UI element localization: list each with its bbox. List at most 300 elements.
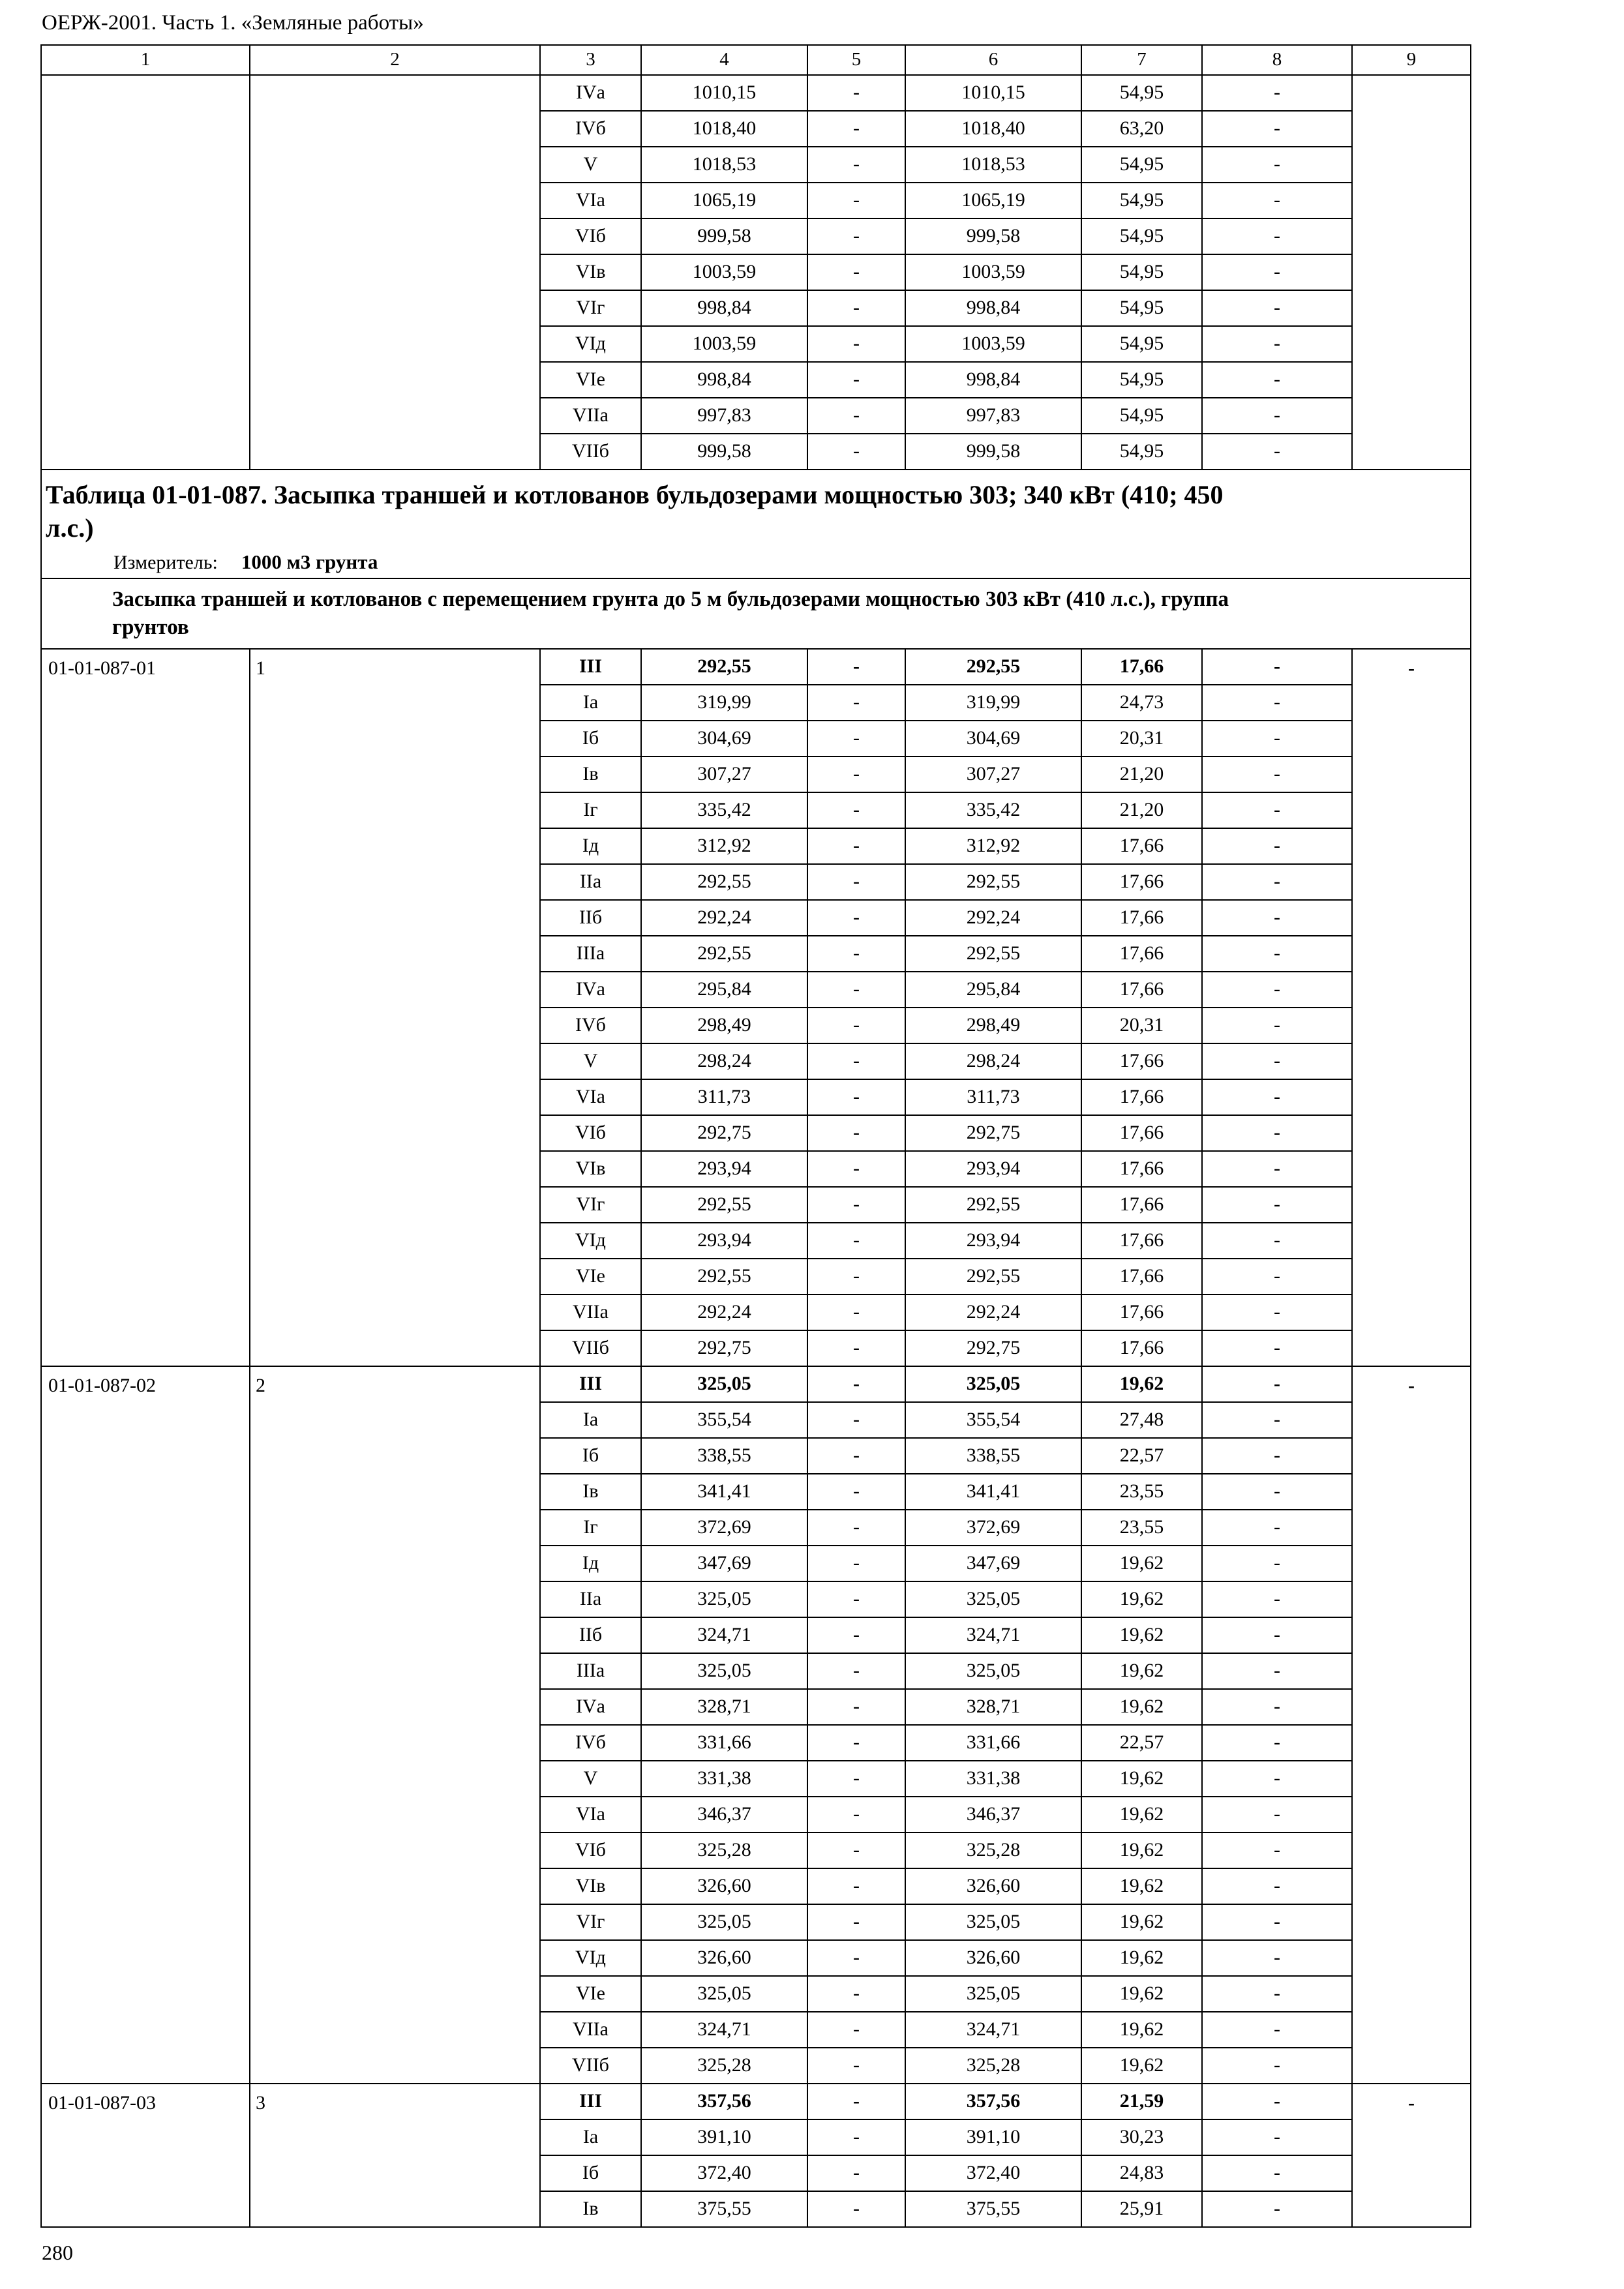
data-cell: - (807, 1689, 905, 1725)
data-cell: 325,05 (905, 1904, 1081, 1940)
data-cell: VIб (540, 1833, 641, 1868)
code-cell (41, 75, 250, 470)
data-cell: 341,41 (641, 1474, 807, 1510)
data-cell: Iа (540, 1402, 641, 1438)
data-cell: 19,62 (1081, 1617, 1202, 1653)
data-cell: 304,69 (905, 721, 1081, 756)
data-cell: 19,62 (1081, 1797, 1202, 1833)
data-cell: 292,55 (641, 864, 807, 900)
data-cell: - (1202, 2012, 1352, 2048)
data-cell: 338,55 (641, 1438, 807, 1474)
data-cell: - (807, 936, 905, 972)
data-cell: 312,92 (641, 828, 807, 864)
measurer-cell (41, 547, 1471, 578)
data-cell: 304,69 (641, 721, 807, 756)
data-cell: - (1202, 1797, 1352, 1833)
data-cell: - (807, 2012, 905, 2048)
data-cell: IVб (540, 1725, 641, 1761)
data-cell: 24,73 (1081, 685, 1202, 721)
data-cell: III (540, 2084, 641, 2119)
data-cell: 27,48 (1081, 1402, 1202, 1438)
data-cell: - (1202, 111, 1352, 147)
data-cell: - (807, 721, 905, 756)
data-cell: 21,20 (1081, 756, 1202, 792)
table-title-row (41, 470, 1471, 547)
data-cell: 372,69 (641, 1510, 807, 1546)
data-cell: 24,83 (1081, 2155, 1202, 2191)
data-cell: - (807, 111, 905, 147)
data-cell: - (807, 362, 905, 398)
data-cell: - (1202, 1474, 1352, 1510)
data-cell: - (807, 75, 905, 111)
data-cell: - (807, 649, 905, 685)
data-cell: 325,05 (641, 1976, 807, 2012)
table-title-cell (41, 470, 1471, 547)
data-cell: - (807, 1725, 905, 1761)
data-cell: VIе (540, 362, 641, 398)
data-cell: - (807, 1653, 905, 1689)
data-cell: 998,84 (641, 362, 807, 398)
data-cell: - (807, 1546, 905, 1581)
data-cell: 19,62 (1081, 1868, 1202, 1904)
data-cell: 1003,59 (905, 254, 1081, 290)
data-cell: - (1202, 1330, 1352, 1366)
data-cell: 292,24 (905, 1294, 1081, 1330)
data-cell: - (1202, 2191, 1352, 2227)
data-cell: - (807, 290, 905, 326)
code-cell: 01-01-087-03 (41, 2084, 250, 2227)
data-cell: - (807, 1223, 905, 1259)
data-cell: 999,58 (905, 218, 1081, 254)
data-cell: - (807, 434, 905, 470)
data-cell: IIб (540, 900, 641, 936)
data-cell: Iг (540, 792, 641, 828)
data-cell: 17,66 (1081, 1330, 1202, 1366)
data-cell: - (807, 864, 905, 900)
column-header-row (41, 45, 1471, 75)
data-cell: 293,94 (641, 1223, 807, 1259)
data-cell: Iб (540, 1438, 641, 1474)
data-cell: VIа (540, 1797, 641, 1833)
data-cell: 319,99 (641, 685, 807, 721)
data-cell: - (1202, 290, 1352, 326)
data-cell: VIг (540, 1904, 641, 1940)
data-cell: IVа (540, 75, 641, 111)
data-cell: 292,75 (641, 1330, 807, 1366)
rate-group-01-01-087-01 (41, 649, 1471, 1366)
data-cell: 311,73 (905, 1079, 1081, 1115)
col9-cell (1352, 75, 1471, 470)
data-cell: 325,05 (905, 1653, 1081, 1689)
data-cell: - (1202, 1904, 1352, 1940)
data-cell: 292,55 (905, 1259, 1081, 1294)
data-cell: 375,55 (905, 2191, 1081, 2227)
data-cell: - (1202, 2119, 1352, 2155)
data-cell: 54,95 (1081, 183, 1202, 218)
data-cell: - (1202, 147, 1352, 183)
data-cell: 54,95 (1081, 75, 1202, 111)
data-cell: 1018,53 (905, 147, 1081, 183)
data-cell: 999,58 (905, 434, 1081, 470)
data-cell: 331,38 (641, 1761, 807, 1797)
data-cell: 22,57 (1081, 1725, 1202, 1761)
data-cell: 17,66 (1081, 900, 1202, 936)
data-cell: IIIа (540, 936, 641, 972)
data-cell: 331,66 (641, 1725, 807, 1761)
data-cell: VIб (540, 218, 641, 254)
data-cell: VIг (540, 290, 641, 326)
data-cell: 17,66 (1081, 1115, 1202, 1151)
data-cell: 54,95 (1081, 290, 1202, 326)
data-cell: 293,94 (641, 1151, 807, 1187)
data-cell: 312,92 (905, 828, 1081, 864)
data-cell: - (1202, 756, 1352, 792)
data-cell: - (1202, 828, 1352, 864)
data-cell: VIд (540, 326, 641, 362)
data-cell: 391,10 (905, 2119, 1081, 2155)
data-cell: Iв (540, 1474, 641, 1510)
data-cell: - (807, 1904, 905, 1940)
data-cell: VIIа (540, 398, 641, 434)
data-cell: 1065,19 (641, 183, 807, 218)
data-cell: - (1202, 2155, 1352, 2191)
data-cell: - (807, 972, 905, 1008)
group-number-cell: 2 (250, 1366, 540, 2084)
data-cell: 17,66 (1081, 1259, 1202, 1294)
data-cell: - (807, 2084, 905, 2119)
data-cell: - (807, 1008, 905, 1043)
data-cell: 21,59 (1081, 2084, 1202, 2119)
data-cell: - (1202, 1151, 1352, 1187)
data-cell: 63,20 (1081, 111, 1202, 147)
data-cell: - (807, 2048, 905, 2084)
data-cell: IVа (540, 1689, 641, 1725)
data-cell: - (1202, 1043, 1352, 1079)
data-cell: VIIб (540, 2048, 641, 2084)
data-cell: - (1202, 1940, 1352, 1976)
column-header-section (41, 45, 1471, 75)
data-cell: 999,58 (641, 218, 807, 254)
data-cell: 292,24 (641, 900, 807, 936)
group-number-cell: 3 (250, 2084, 540, 2227)
data-cell: Iд (540, 1546, 641, 1581)
data-cell: 292,55 (905, 1187, 1081, 1223)
data-cell: - (807, 1617, 905, 1653)
data-cell: 17,66 (1081, 1294, 1202, 1330)
page-number: 280 (42, 2240, 73, 2264)
data-cell: 326,60 (641, 1940, 807, 1976)
data-cell: 325,05 (641, 1653, 807, 1689)
data-cell: 292,24 (641, 1294, 807, 1330)
data-cell: VIIб (540, 434, 641, 470)
data-cell: 292,24 (905, 900, 1081, 936)
table-row (41, 75, 1471, 111)
data-cell: 292,55 (641, 649, 807, 685)
data-cell: 307,27 (905, 756, 1081, 792)
data-cell: 19,62 (1081, 1546, 1202, 1581)
data-cell: VIд (540, 1940, 641, 1976)
data-cell: 331,38 (905, 1761, 1081, 1797)
data-cell: - (807, 2119, 905, 2155)
data-cell: - (807, 1330, 905, 1366)
data-cell: 324,71 (641, 2012, 807, 2048)
data-cell: 325,05 (905, 1366, 1081, 1402)
data-cell: 324,71 (905, 2012, 1081, 2048)
data-cell: - (1202, 1366, 1352, 1402)
data-cell: 325,05 (641, 1366, 807, 1402)
document-header: ОЕРЖ-2001. Часть 1. «Земляные работы» (42, 11, 424, 35)
data-cell: 1003,59 (641, 254, 807, 290)
group-main-row (41, 1366, 1471, 1402)
data-cell: - (1202, 1617, 1352, 1653)
data-cell: 338,55 (905, 1438, 1081, 1474)
data-cell: 30,23 (1081, 2119, 1202, 2155)
data-cell: - (1202, 1833, 1352, 1868)
data-cell: - (807, 398, 905, 434)
data-cell: 54,95 (1081, 218, 1202, 254)
data-cell: - (807, 183, 905, 218)
data-cell: - (807, 1259, 905, 1294)
data-cell: - (1202, 1079, 1352, 1115)
measurer-label: Измеритель: (113, 552, 218, 574)
data-cell: 19,62 (1081, 1761, 1202, 1797)
data-cell: 17,66 (1081, 1079, 1202, 1115)
table-title: Таблица 01-01-087. Засыпка траншей и котлованов бульдозерами мощностью 303; 340 кВт (410; 450 л.с.) (46, 479, 1224, 543)
data-cell: Iв (540, 2191, 641, 2227)
data-cell: - (1202, 721, 1352, 756)
rates-table (40, 44, 1471, 2228)
data-cell: IIа (540, 1581, 641, 1617)
data-cell: 357,56 (905, 2084, 1081, 2119)
data-cell: - (1202, 218, 1352, 254)
data-cell: 319,99 (905, 685, 1081, 721)
column-number: 3 (540, 45, 641, 75)
data-cell: 1018,40 (905, 111, 1081, 147)
data-cell: V (540, 1761, 641, 1797)
data-cell: 298,49 (641, 1008, 807, 1043)
data-cell: 23,55 (1081, 1474, 1202, 1510)
data-cell: VIа (540, 183, 641, 218)
data-cell: 20,31 (1081, 721, 1202, 756)
data-cell: - (1202, 434, 1352, 470)
data-cell: 17,66 (1081, 1043, 1202, 1079)
data-cell: 325,28 (905, 1833, 1081, 1868)
data-cell: 325,05 (905, 1976, 1081, 2012)
data-cell: 54,95 (1081, 254, 1202, 290)
data-cell: 1018,40 (641, 111, 807, 147)
data-cell: 298,24 (641, 1043, 807, 1079)
data-cell: - (1202, 1223, 1352, 1259)
column-number: 2 (250, 45, 540, 75)
data-cell: - (807, 1581, 905, 1617)
column-number: 5 (807, 45, 905, 75)
data-cell: 355,54 (905, 1402, 1081, 1438)
data-cell: 357,56 (641, 2084, 807, 2119)
data-cell: - (807, 792, 905, 828)
data-cell: 347,69 (641, 1546, 807, 1581)
data-cell: - (1202, 1546, 1352, 1581)
column-number: 6 (905, 45, 1081, 75)
data-cell: 326,60 (905, 1940, 1081, 1976)
data-cell: IVб (540, 111, 641, 147)
data-cell: V (540, 1043, 641, 1079)
data-cell: 372,40 (641, 2155, 807, 2191)
data-cell: 372,40 (905, 2155, 1081, 2191)
data-cell: - (1202, 1294, 1352, 1330)
data-cell: 997,83 (641, 398, 807, 434)
data-cell: VIв (540, 1151, 641, 1187)
data-cell: - (807, 828, 905, 864)
column-number: 1 (41, 45, 250, 75)
data-cell: 335,42 (905, 792, 1081, 828)
data-cell: - (807, 1797, 905, 1833)
data-cell: - (1202, 1438, 1352, 1474)
data-cell: 325,05 (641, 1581, 807, 1617)
data-cell: 331,66 (905, 1725, 1081, 1761)
data-cell: 54,95 (1081, 434, 1202, 470)
data-cell: 54,95 (1081, 398, 1202, 434)
data-cell: - (1202, 792, 1352, 828)
data-cell: 54,95 (1081, 147, 1202, 183)
section-note-row (41, 578, 1471, 649)
data-cell: - (1202, 2084, 1352, 2119)
group-main-row (41, 649, 1471, 685)
data-cell: - (1202, 1510, 1352, 1546)
measurer-value: 1000 м3 грунта (241, 550, 378, 574)
data-cell: 998,84 (905, 290, 1081, 326)
data-cell: - (807, 218, 905, 254)
data-cell: - (807, 1151, 905, 1187)
data-cell: 372,69 (905, 1510, 1081, 1546)
data-cell: - (1202, 1187, 1352, 1223)
data-cell: - (807, 900, 905, 936)
code-cell: 01-01-087-02 (41, 1366, 250, 2084)
data-cell: 346,37 (641, 1797, 807, 1833)
data-cell: VIIа (540, 1294, 641, 1330)
data-cell: 17,66 (1081, 1187, 1202, 1223)
data-cell: 325,28 (641, 2048, 807, 2084)
data-cell: III (540, 649, 641, 685)
data-cell: 1003,59 (641, 326, 807, 362)
data-cell: - (807, 685, 905, 721)
data-cell: - (1202, 1761, 1352, 1797)
data-cell: 292,55 (641, 1259, 807, 1294)
table-title-block (41, 470, 1471, 649)
data-cell: VIе (540, 1259, 641, 1294)
data-cell: 1010,15 (641, 75, 807, 111)
data-cell: - (807, 1187, 905, 1223)
data-cell: 346,37 (905, 1797, 1081, 1833)
data-cell: 335,42 (641, 792, 807, 828)
data-cell: 292,55 (641, 1187, 807, 1223)
data-cell: 355,54 (641, 1402, 807, 1438)
data-cell: 19,62 (1081, 1940, 1202, 1976)
data-cell: 391,10 (641, 2119, 807, 2155)
data-cell: IIа (540, 864, 641, 900)
data-cell: 325,05 (641, 1904, 807, 1940)
rate-group-01-01-087-03 (41, 2084, 1471, 2227)
data-cell: VIг (540, 1187, 641, 1223)
data-cell: 1018,53 (641, 147, 807, 183)
data-cell: 292,55 (641, 936, 807, 972)
data-cell: 17,66 (1081, 972, 1202, 1008)
data-cell: 17,66 (1081, 828, 1202, 864)
data-cell: 298,49 (905, 1008, 1081, 1043)
data-cell: IIIа (540, 1653, 641, 1689)
data-cell: - (1202, 326, 1352, 362)
data-cell: 19,62 (1081, 1904, 1202, 1940)
data-cell: - (807, 1043, 905, 1079)
data-cell: 17,66 (1081, 1223, 1202, 1259)
data-cell: 21,20 (1081, 792, 1202, 828)
group-main-row (41, 2084, 1471, 2119)
data-cell: 1003,59 (905, 326, 1081, 362)
data-cell: - (1202, 1653, 1352, 1689)
data-cell: Iг (540, 1510, 641, 1546)
data-cell: 298,24 (905, 1043, 1081, 1079)
data-cell: 292,75 (905, 1330, 1081, 1366)
data-cell: 19,62 (1081, 1581, 1202, 1617)
data-cell: - (1202, 1115, 1352, 1151)
data-cell: - (807, 1115, 905, 1151)
data-cell: 293,94 (905, 1151, 1081, 1187)
data-cell: - (807, 1761, 905, 1797)
data-cell: Iб (540, 2155, 641, 2191)
data-cell: 19,62 (1081, 1366, 1202, 1402)
data-cell: - (807, 2155, 905, 2191)
data-cell: - (807, 1079, 905, 1115)
data-cell: Iв (540, 756, 641, 792)
data-cell: VIа (540, 1079, 641, 1115)
data-cell: 17,66 (1081, 649, 1202, 685)
data-cell: - (807, 1366, 905, 1402)
section-note-cell (41, 578, 1471, 649)
col9-cell: - (1352, 649, 1471, 1366)
data-cell: 998,84 (905, 362, 1081, 398)
data-cell: 54,95 (1081, 362, 1202, 398)
data-cell: - (1202, 1868, 1352, 1904)
data-cell: - (1202, 1581, 1352, 1617)
rate-group-01-01-087-02 (41, 1366, 1471, 2084)
data-cell: III (540, 1366, 641, 1402)
data-cell: - (807, 1868, 905, 1904)
column-number: 9 (1352, 45, 1471, 75)
data-cell: 293,94 (905, 1223, 1081, 1259)
data-cell: - (1202, 1976, 1352, 2012)
data-cell: 328,71 (905, 1689, 1081, 1725)
measurer-row (41, 547, 1471, 578)
data-cell: - (1202, 936, 1352, 972)
data-cell: 23,55 (1081, 1510, 1202, 1546)
data-cell: VIе (540, 1976, 641, 2012)
data-cell: 19,62 (1081, 1689, 1202, 1725)
data-cell: 25,91 (1081, 2191, 1202, 2227)
data-cell: - (1202, 1008, 1352, 1043)
data-cell: - (807, 756, 905, 792)
column-number: 7 (1081, 45, 1202, 75)
data-cell: 54,95 (1081, 326, 1202, 362)
data-cell: 295,84 (905, 972, 1081, 1008)
data-cell: - (1202, 972, 1352, 1008)
data-cell: - (1202, 1259, 1352, 1294)
data-cell: VIд (540, 1223, 641, 1259)
data-cell: - (1202, 685, 1352, 721)
data-cell: 1065,19 (905, 183, 1081, 218)
data-cell: Iб (540, 721, 641, 756)
section-note: Засыпка траншей и котлованов с перемещением грунта до 5 м бульдозерами мощностью 303 кВт (410 л.с.), группа грунтов (112, 587, 1229, 639)
data-cell: 17,66 (1081, 936, 1202, 972)
data-cell: 19,62 (1081, 1653, 1202, 1689)
